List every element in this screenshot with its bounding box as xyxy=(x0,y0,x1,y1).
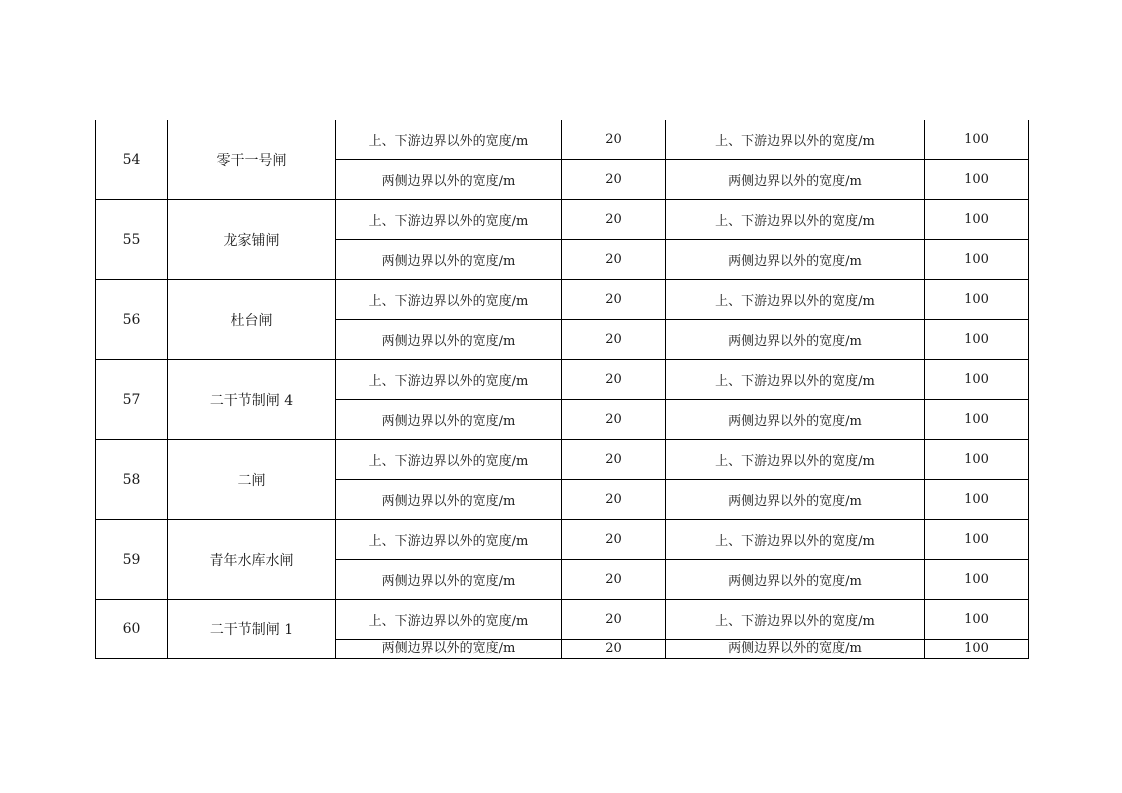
sluice-number: 60 xyxy=(96,600,168,659)
sluice-name: 二干节制闸 1 xyxy=(168,600,336,659)
range-value: 100 xyxy=(925,520,1029,560)
range-value: 100 xyxy=(925,280,1029,320)
sluice-number: 58 xyxy=(96,440,168,520)
sluice-name: 零干一号闸 xyxy=(168,120,336,200)
range-item: 上、下游边界以外的宽度/m xyxy=(336,120,562,160)
range-value: 20 xyxy=(562,160,666,200)
table-row xyxy=(96,600,1029,640)
range-item: 两侧边界以外的宽度/m xyxy=(666,640,925,659)
table-body xyxy=(96,120,1029,659)
sluice-name: 二干节制闸 4 xyxy=(168,360,336,440)
range-value: 20 xyxy=(562,360,666,400)
table-row xyxy=(96,520,1029,560)
range-value: 100 xyxy=(925,600,1029,640)
sluice-name: 龙家铺闸 xyxy=(168,200,336,280)
range-value: 20 xyxy=(562,560,666,600)
range-value: 100 xyxy=(925,120,1029,160)
range-item: 两侧边界以外的宽度/m xyxy=(666,320,925,360)
range-item: 两侧边界以外的宽度/m xyxy=(336,560,562,600)
range-item: 上、下游边界以外的宽度/m xyxy=(666,360,925,400)
range-value: 100 xyxy=(925,200,1029,240)
range-item: 上、下游边界以外的宽度/m xyxy=(336,440,562,480)
range-value: 100 xyxy=(925,640,1029,659)
range-value: 20 xyxy=(562,320,666,360)
range-item: 上、下游边界以外的宽度/m xyxy=(666,280,925,320)
range-item: 两侧边界以外的宽度/m xyxy=(666,240,925,280)
range-item: 上、下游边界以外的宽度/m xyxy=(666,120,925,160)
range-item: 两侧边界以外的宽度/m xyxy=(666,560,925,600)
range-value: 100 xyxy=(925,320,1029,360)
range-item: 上、下游边界以外的宽度/m xyxy=(666,440,925,480)
range-value: 20 xyxy=(562,120,666,160)
sluice-name: 二闸 xyxy=(168,440,336,520)
range-item: 上、下游边界以外的宽度/m xyxy=(666,600,925,640)
range-item: 两侧边界以外的宽度/m xyxy=(336,160,562,200)
range-item: 上、下游边界以外的宽度/m xyxy=(336,600,562,640)
range-item: 两侧边界以外的宽度/m xyxy=(336,240,562,280)
range-item: 两侧边界以外的宽度/m xyxy=(336,400,562,440)
range-value: 100 xyxy=(925,560,1029,600)
range-value: 100 xyxy=(925,400,1029,440)
range-value: 20 xyxy=(562,280,666,320)
range-value: 100 xyxy=(925,440,1029,480)
range-item: 两侧边界以外的宽度/m xyxy=(666,480,925,520)
table-row xyxy=(96,440,1029,480)
range-value: 20 xyxy=(562,640,666,659)
range-item: 两侧边界以外的宽度/m xyxy=(666,160,925,200)
range-item: 上、下游边界以外的宽度/m xyxy=(336,280,562,320)
range-item: 两侧边界以外的宽度/m xyxy=(336,320,562,360)
sluice-number: 55 xyxy=(96,200,168,280)
range-item: 两侧边界以外的宽度/m xyxy=(336,480,562,520)
table-row xyxy=(96,360,1029,400)
range-item: 两侧边界以外的宽度/m xyxy=(666,400,925,440)
range-item: 上、下游边界以外的宽度/m xyxy=(336,200,562,240)
range-value: 20 xyxy=(562,240,666,280)
range-value: 100 xyxy=(925,480,1029,520)
sluice-name: 杜台闸 xyxy=(168,280,336,360)
range-item: 上、下游边界以外的宽度/m xyxy=(336,520,562,560)
sluice-number: 56 xyxy=(96,280,168,360)
range-item: 上、下游边界以外的宽度/m xyxy=(666,520,925,560)
table-row xyxy=(96,200,1029,240)
range-item: 上、下游边界以外的宽度/m xyxy=(666,200,925,240)
range-value: 20 xyxy=(562,400,666,440)
table-row xyxy=(96,120,1029,160)
range-item: 两侧边界以外的宽度/m xyxy=(336,640,562,659)
range-value: 20 xyxy=(562,520,666,560)
range-value: 20 xyxy=(562,200,666,240)
range-value: 20 xyxy=(562,600,666,640)
sluice-number: 59 xyxy=(96,520,168,600)
sluice-number: 57 xyxy=(96,360,168,440)
table-row xyxy=(96,280,1029,320)
range-value: 100 xyxy=(925,360,1029,400)
range-item: 上、下游边界以外的宽度/m xyxy=(336,360,562,400)
range-value: 100 xyxy=(925,240,1029,280)
sluice-number: 54 xyxy=(96,120,168,200)
range-value: 20 xyxy=(562,480,666,520)
range-value: 100 xyxy=(925,160,1029,200)
sluice-name: 青年水库水闸 xyxy=(168,520,336,600)
range-value: 20 xyxy=(562,440,666,480)
sluice-protection-table xyxy=(95,120,1029,659)
